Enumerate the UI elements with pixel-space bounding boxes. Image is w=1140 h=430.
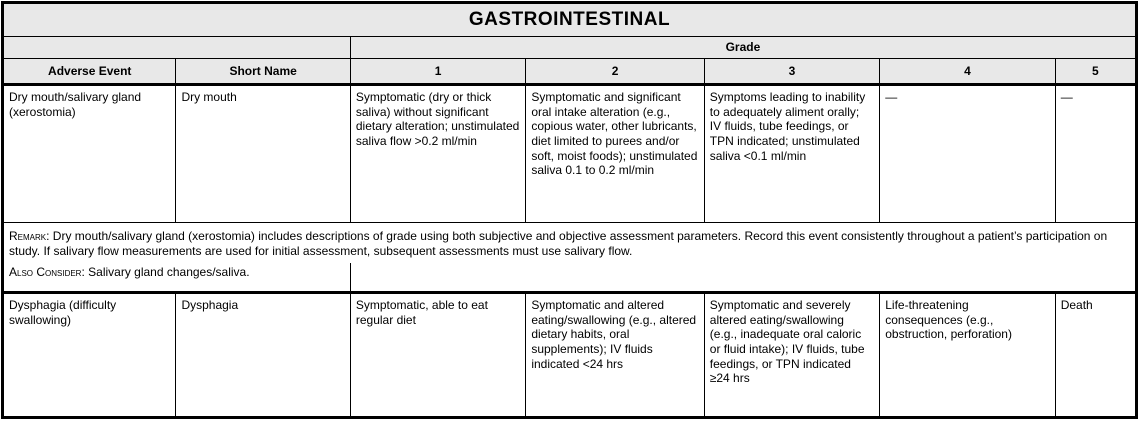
dry-mouth-grade-1-cell: Symptomatic (dry or thick saliva) without significant dietary alteration; unstimulated saliva flow >0.2 ml/min [350,85,525,223]
also-consider-text: Salivary gland changes/saliva. [88,265,250,279]
remark-label: Remark: [9,229,50,243]
grade-header-row [3,37,1137,59]
also-consider-cell [3,263,351,293]
dry-mouth-short-name-cell: Dry mouth [176,85,350,223]
dysphagia-grade-1-cell: Symptomatic, able to eat regular diet [350,293,525,418]
dysphagia-grade-4-cell: Life-threatening consequences (e.g., obstruction, perforation) [880,293,1055,418]
remark-row [3,223,1137,264]
column-header-grade-2: 2 [526,59,704,85]
dysphagia-adverse-event-cell: Dysphagia (difficulty swallowing) [3,293,176,418]
remark-text: Dry mouth/salivary gland (xerostomia) includes descriptions of grade using both subjective and objective assessment parameters. Record this event consistently throughout a patient’s participation on study. If salivary flow measurements are used for initial assessment, subsequent assessments must use salivary flow. [9,229,1108,258]
dysphagia-grade-3-cell: Symptomatic and severely altered eating/swallowing (e.g., inadequate oral caloric or fluid intake); IV fluids, tube feedings, or TPN indicated ≥24 hrs [704,293,879,418]
grade-header-label: Grade [350,37,1136,59]
dry-mouth-grade-3-cell: Symptoms leading to inability to adequately aliment orally; IV fluids, tube feedings, or TPN indicated; unstimulated saliva <0.1 ml/min [704,85,879,223]
also-consider-note [9,265,344,280]
dysphagia-grade-2-cell: Symptomatic and altered eating/swallowing (e.g., altered dietary habits, oral supplements); IV fluids indicated <24 hrs [526,293,704,418]
also-consider-spacer-cell [350,263,1136,293]
category-title-row [3,3,1137,37]
dry-mouth-row [3,85,1137,223]
dysphagia-short-name-cell: Dysphagia [176,293,350,418]
column-header-short-name: Short Name [176,59,350,85]
column-header-adverse-event: Adverse Event [3,59,176,85]
remark-cell [3,223,1137,264]
also-consider-row [3,263,1137,293]
column-header-grade-5: 5 [1055,59,1136,85]
dry-mouth-grade-2-cell: Symptomatic and significant oral intake alteration (e.g., copious water, other lubricants, diet limited to purees and/or soft, moist foods); unstimulated saliva 0.1 to 0.2 ml/min [526,85,704,223]
column-header-grade-4: 4 [880,59,1055,85]
dry-mouth-adverse-event-cell: Dry mouth/salivary gland (xerostomia) [3,85,176,223]
dry-mouth-grade-4-cell: — [880,85,1055,223]
dry-mouth-grade-5-cell: — [1055,85,1136,223]
column-header-grade-1: 1 [350,59,525,85]
also-consider-label: Also Consider: [9,265,85,279]
column-header-row [3,59,1137,85]
column-header-grade-3: 3 [704,59,879,85]
remark-note [9,229,1129,258]
category-title: GASTROINTESTINAL [3,3,1137,37]
dysphagia-row [3,293,1137,418]
ctcae-gastrointestinal-table [1,1,1138,419]
dysphagia-grade-5-cell: Death [1055,293,1136,418]
grade-header-spacer-cell [3,37,351,59]
